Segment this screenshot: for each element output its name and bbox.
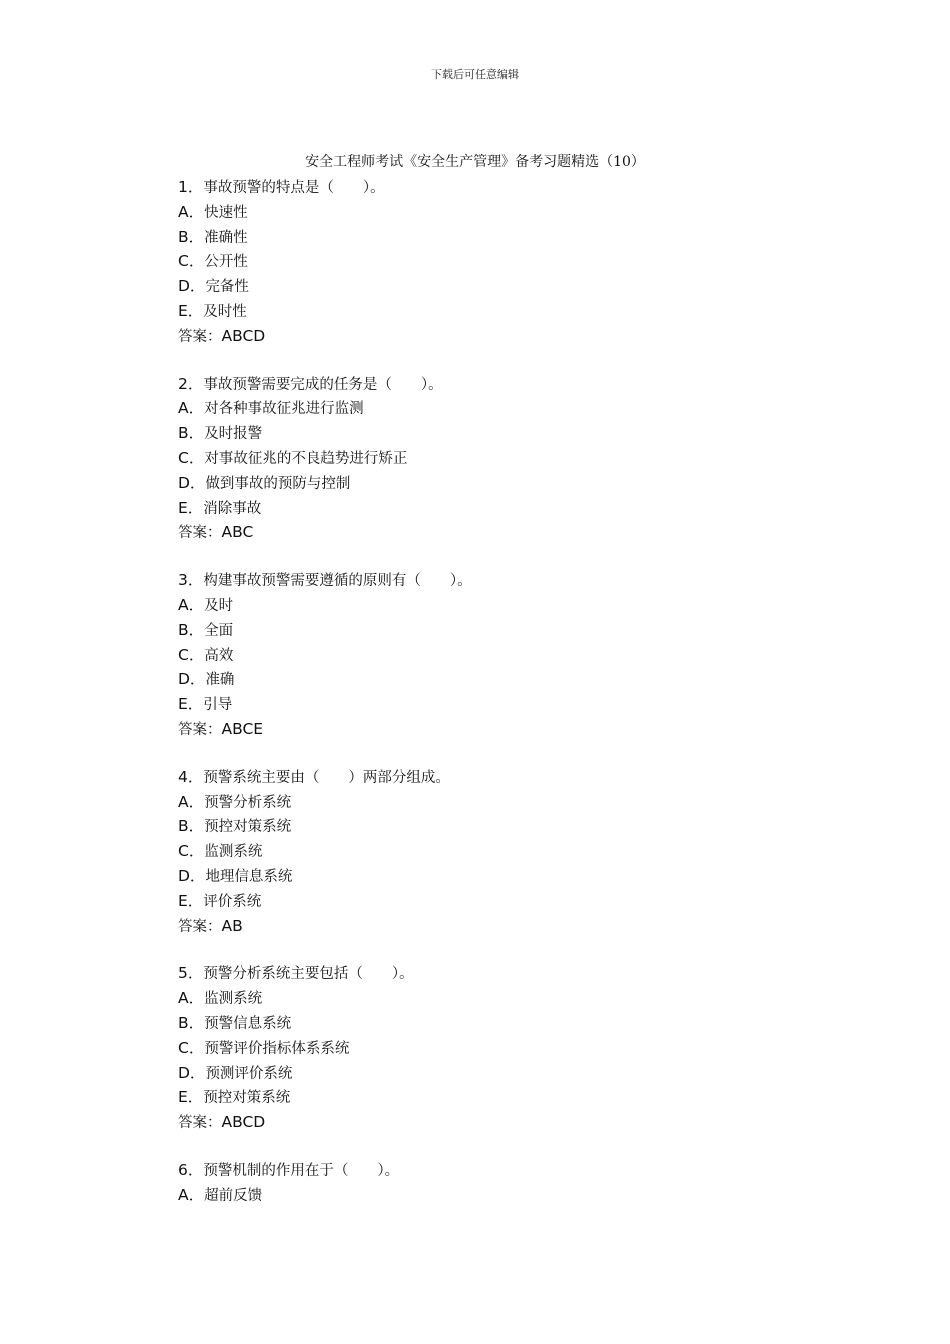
option-item — [178, 1011, 778, 1036]
option-text: 超前反馈 — [204, 1187, 263, 1204]
option-letter: A． — [178, 202, 205, 221]
question-block — [178, 961, 778, 1135]
option-letter: B． — [178, 817, 205, 836]
option-letter: C． — [178, 252, 205, 271]
option-item — [178, 593, 778, 618]
option-text: 对事故征兆的不良趋势进行矫正 — [204, 450, 408, 467]
option-letter: E． — [178, 301, 204, 320]
option-text: 预控对策系统 — [204, 819, 292, 836]
answer-line — [178, 914, 778, 939]
question-number: 6． — [178, 1160, 204, 1179]
option-item — [178, 396, 778, 421]
option-item — [178, 618, 778, 643]
option-item — [178, 446, 778, 471]
option-text: 完备性 — [205, 279, 249, 296]
option-text: 预警信息系统 — [204, 1015, 292, 1032]
option-text: 预警分析系统 — [204, 794, 292, 811]
question-number: 1． — [178, 178, 204, 196]
option-item — [178, 814, 778, 839]
option-letter: A． — [178, 792, 205, 811]
option-text: 准确 — [205, 672, 235, 689]
option-item — [178, 889, 778, 914]
question-block — [178, 1158, 778, 1208]
option-letter: A． — [178, 595, 205, 614]
option-item — [178, 421, 778, 446]
question-number: 3． — [178, 571, 204, 590]
option-item — [178, 1036, 778, 1061]
option-letter: A． — [178, 399, 205, 418]
question-block — [178, 568, 778, 742]
document-title: 安全工程师考试《安全生产管理》备考习题精选（10） — [305, 154, 645, 170]
question-block — [178, 765, 778, 939]
option-text: 公开性 — [204, 254, 248, 271]
option-item — [178, 299, 778, 324]
option-letter: C． — [178, 448, 205, 467]
option-item — [178, 667, 778, 692]
option-text: 消除事故 — [203, 500, 262, 517]
option-letter: C． — [178, 645, 205, 664]
option-letter: B． — [178, 620, 205, 639]
question-number: 5． — [178, 964, 204, 983]
option-item — [178, 471, 778, 496]
answer-label: 答案： — [178, 918, 222, 935]
option-letter: D． — [178, 277, 206, 296]
option-text: 准确性 — [204, 229, 248, 246]
option-letter: C． — [178, 842, 205, 861]
option-item — [178, 496, 778, 521]
option-letter: A． — [178, 1185, 205, 1204]
answer-value: AB — [221, 916, 243, 935]
option-letter: E． — [178, 498, 204, 517]
question-text: 构建事故预警需要遵循的原则有（ ）。 — [203, 573, 472, 590]
option-text: 监测系统 — [204, 991, 263, 1008]
option-letter: E． — [178, 695, 204, 714]
answer-line — [178, 717, 778, 742]
question-stem — [178, 1158, 778, 1183]
answer-value: ABCD — [221, 1113, 266, 1132]
answer-label: 答案： — [178, 525, 222, 542]
option-text: 及时性 — [203, 303, 247, 320]
option-text: 及时报警 — [204, 426, 263, 443]
answer-label: 答案： — [178, 328, 222, 345]
option-letter: E． — [178, 891, 204, 910]
question-text: 预警机制的作用在于（ ）。 — [203, 1162, 400, 1179]
option-text: 评价系统 — [203, 893, 262, 910]
option-text: 预测评价系统 — [205, 1065, 293, 1082]
option-text: 地理信息系统 — [205, 868, 293, 885]
option-text: 引导 — [203, 697, 233, 714]
answer-value: ABCD — [221, 326, 266, 345]
option-item — [178, 864, 778, 889]
answer-label: 答案： — [178, 721, 222, 738]
option-letter: D． — [178, 866, 206, 885]
option-text: 全面 — [204, 622, 234, 639]
question-stem — [178, 568, 778, 593]
option-item — [178, 1183, 778, 1208]
question-stem — [178, 175, 778, 200]
option-item — [178, 1061, 778, 1086]
option-letter: D． — [178, 1063, 206, 1082]
page-header: 下载后可任意编辑 — [431, 68, 519, 81]
option-item — [178, 225, 778, 250]
question-block — [178, 175, 778, 349]
option-item — [178, 790, 778, 815]
option-letter: B． — [178, 424, 205, 443]
question-text: 事故预警的特点是（ ）。 — [203, 180, 385, 196]
answer-label: 答案： — [178, 1115, 222, 1132]
option-text: 做到事故的预防与控制 — [205, 475, 351, 492]
answer-value: ABC — [221, 523, 254, 542]
question-text: 预警分析系统主要包括（ ）。 — [203, 966, 414, 983]
question-stem — [178, 372, 778, 397]
option-text: 预控对策系统 — [203, 1090, 291, 1107]
option-letter: D． — [178, 473, 206, 492]
option-letter: D． — [178, 670, 206, 689]
answer-line — [178, 324, 778, 349]
option-item — [178, 249, 778, 274]
answer-line — [178, 520, 778, 545]
option-item — [178, 692, 778, 717]
option-item — [178, 643, 778, 668]
question-stem — [178, 961, 778, 986]
question-list — [178, 175, 778, 1230]
option-text: 监测系统 — [204, 844, 263, 861]
question-block — [178, 372, 778, 546]
option-text: 高效 — [204, 647, 234, 664]
option-item — [178, 1085, 778, 1110]
question-stem — [178, 765, 778, 790]
question-number: 2． — [178, 374, 204, 393]
option-item — [178, 839, 778, 864]
question-text: 事故预警需要完成的任务是（ ）。 — [203, 376, 443, 393]
option-letter: B． — [178, 1013, 205, 1032]
option-item — [178, 986, 778, 1011]
option-letter: A． — [178, 989, 205, 1008]
option-letter: E． — [178, 1088, 204, 1107]
option-letter: B． — [178, 227, 205, 246]
answer-value: ABCE — [221, 719, 264, 738]
answer-line — [178, 1110, 778, 1135]
option-item — [178, 274, 778, 299]
option-letter: C． — [178, 1038, 205, 1057]
option-text: 及时 — [204, 597, 234, 614]
option-text: 快速性 — [204, 204, 248, 221]
option-item — [178, 200, 778, 225]
question-text: 预警系统主要由（ ）两部分组成。 — [203, 769, 450, 786]
question-number: 4． — [178, 767, 204, 786]
option-text: 对各种事故征兆进行监测 — [204, 401, 364, 418]
option-text: 预警评价指标体系系统 — [204, 1040, 350, 1057]
